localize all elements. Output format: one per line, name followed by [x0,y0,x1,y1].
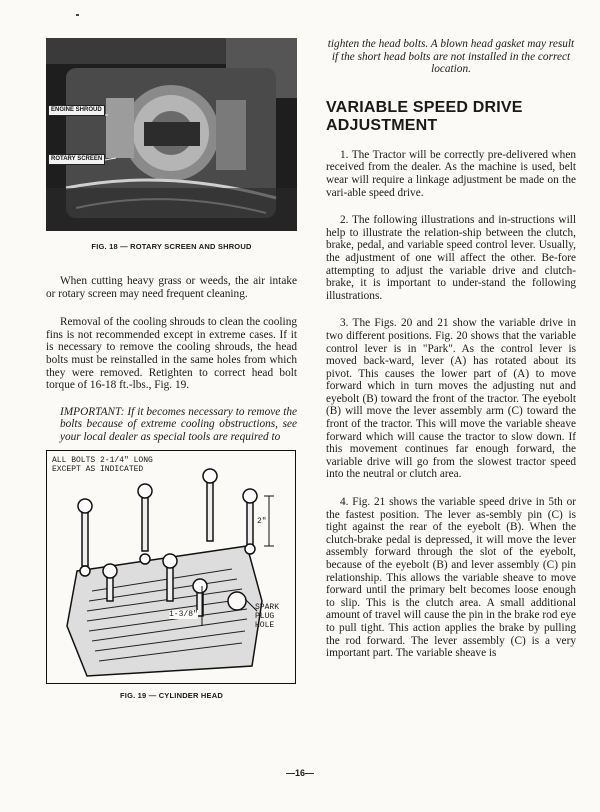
paragraph-3: 3. The Figs. 20 and 21 show the variable drive in two different positions. Fig. 20 shows that the variable control lever is in "Park". As the control lever is moved back-ward, lever (A) has rotated about its pivot. This causes the lower part of (A) to move forward which in turn moves the adjusting nut and eyebolt (B) toward the front of the tractor. The eyebolt (B) will move the lever assembly arm (C) toward the front of the tractor. This will move the variable sheave forward which will cause the tractor to slow down. If this movement continues far enough forward, the variable drive will go from the slowest tractor speed into the neutral or clutch area. [326,317,576,481]
label-rotary-screen: ROTARY SCREEN [48,154,105,165]
important-note: IMPORTANT: If it becomes necessary to remove the bolts because of extreme cooling obstructions, see your local dealer as special tools are required to [60,405,297,443]
dimension-1-3-8in: 1-3/8" [169,609,198,619]
paragraph-heavy-grass: When cutting heavy grass or weeds, the air intake or rotary screen may need frequent cleaning. [46,275,297,300]
paragraph-2: 2. The following illustrations and in-structions will help to illustrate the relation-ship between the clutch, brake, pedal, and variable speed control lever. Usually, the adjustment of one will affect the other. Be-fore attempting to adjust the variable drive and clutch-brake, it is important to under-stand the following illustrations. [326,214,576,302]
figure-19-diagram [46,450,296,684]
left-column [46,38,297,700]
engine-photo-illustration [46,38,297,231]
dimension-2in: 2" [257,516,267,526]
figure-18-caption: FIG. 18 — ROTARY SCREEN AND SHROUD [91,242,252,251]
continued-italic-text: tighten the head bolts. A blown head gasket may result if the short head bolts are not installed in the correct location. [327,38,575,76]
figure-19-note: ALL BOLTS 2-1/4" LONG EXCEPT AS INDICATED [52,455,153,475]
scan-mark [76,14,79,16]
paragraph-cooling-shrouds: Removal of the cooling shrouds to clean the cooling fins is not recommended except in extreme cases. If it is necessary to remove the cooling shrouds, the head bolts must be reinstalled in the same holes from which they were removed. Retighten to correct head bolt torque of 16-18 ft.-lbs., Fig. 19. [46,316,297,392]
right-column [326,38,576,660]
paragraph-1: 1. The Tractor will be correctly pre-delivered when received from the dealer. As the machine is used, belt wear will require a linkage adjustment be made on the vari-able speed drive. [326,148,576,199]
paragraph-4: 4. Fig. 21 shows the variable speed drive in 5th or the fastest position. The lever as-sembly pin (C) is tight against the rear of the eyebolt (B). When the clutch-brake pedal is depressed, it will move the lever assembly forward through the slot of the eyebolt, because of the eyebolt (B) and lever assembly (C) pin relationship. This allows the variable sheave to move forward until the primary belt becomes loose enough to slip. This is the clutch area. A small additional amount of travel will cause the pin in the brake rod eye to pull tight. This action applies the brake by pulling the rod forward. The lever assembly (C) is a very important part. The variable sheave is [326,496,576,660]
label-engine-shroud: ENGINE SHROUD [48,105,105,116]
figure-19-caption: FIG. 19 — CYLINDER HEAD [120,690,223,700]
cylinder-head-drawing [47,451,294,682]
figure-18-photo [46,38,297,231]
spark-plug-hole-label: SPARK PLUG HOLE [255,602,280,630]
page-number: —16— [285,768,314,778]
section-heading: VARIABLE SPEED DRIVE ADJUSTMENT [326,98,523,134]
